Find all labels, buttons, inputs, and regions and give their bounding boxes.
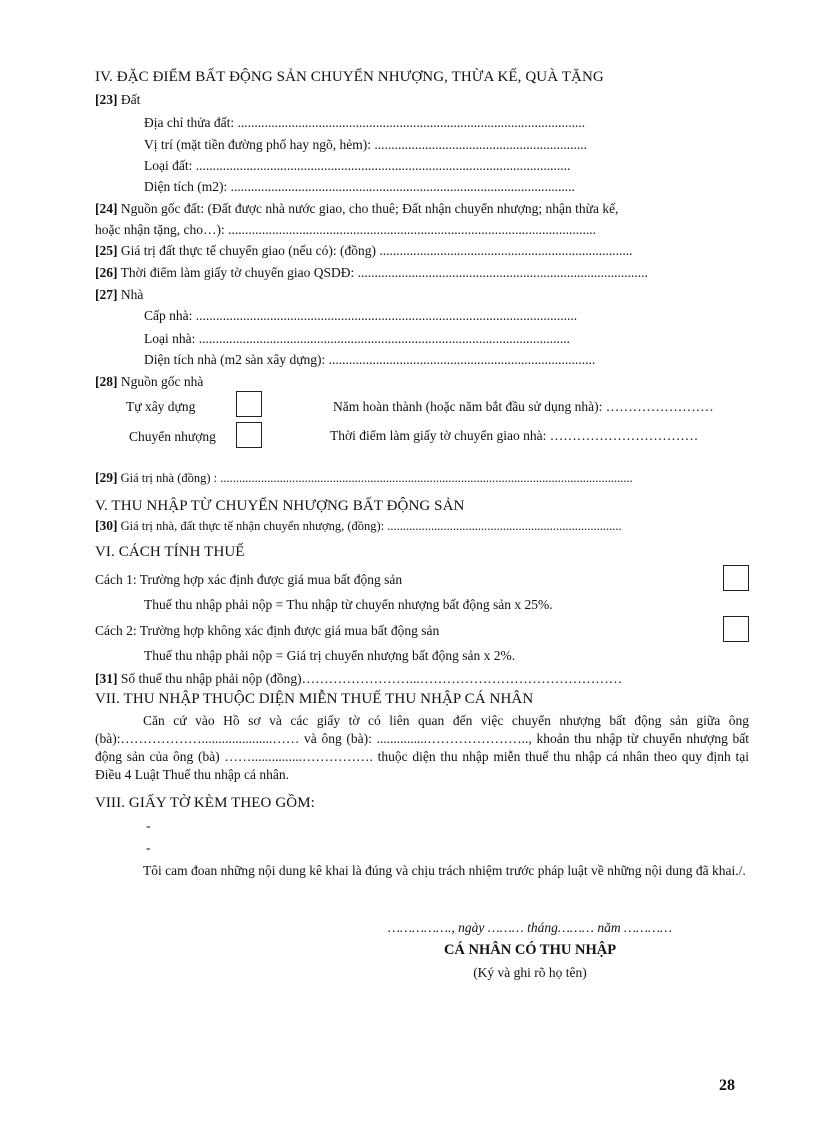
- method-2-formula: Thuế thu nhập phải nộp = Giá trị chuyển nhượng bất động sản x 2%.: [144, 648, 516, 663]
- field-number: [27]: [95, 287, 118, 302]
- section-v-title: V. THU NHẬP TỪ CHUYỂN NHƯỢNG BẤT ĐỘNG SẢN: [95, 498, 465, 514]
- house-type-field[interactable]: Loại nhà: ..............................................................................................................: [144, 331, 570, 346]
- field-25-land-value[interactable]: [95, 242, 632, 260]
- land-position-field[interactable]: Vị trí (mặt tiền đường phố hay ngõ, hẻm): ...............................................................: [144, 137, 588, 152]
- section-vii-title: VII. THU NHẬP THUỘC DIỆN MIỄN THUẾ THU NHẬP CÁ NHÂN: [95, 691, 534, 707]
- field-number: [26]: [95, 265, 118, 280]
- field-label: Thời điểm làm giấy tờ chuyển giao QSDĐ: ......................................................................................: [120, 265, 648, 280]
- field-30-transfer-value[interactable]: [95, 517, 622, 535]
- section-vi-title: VI. CÁCH TÍNH THUẾ: [95, 544, 245, 560]
- method-2-checkbox[interactable]: [723, 616, 749, 642]
- field-number: [28]: [95, 374, 118, 389]
- method-2-label: Cách 2: Trường hợp không xác định được giá mua bất động sản: [95, 623, 440, 638]
- land-area-field[interactable]: Diện tích (m2): ......................................................................................................: [144, 179, 575, 194]
- declaration-paragraph: [95, 862, 749, 880]
- signature-date-line[interactable]: ……………., ngày ……… tháng……… năm …………: [388, 920, 672, 935]
- transferred-label: Chuyển nhượng: [129, 429, 216, 444]
- self-built-label: Tự xây dựng: [126, 399, 196, 414]
- field-label: Số thuế thu nhập phải nộp (đồng)……………………...………………………………………: [120, 671, 623, 686]
- field-number: [24]: [95, 201, 118, 216]
- method-1-formula: Thuế thu nhập phải nộp = Thu nhập từ chuyển nhượng bất động sản x 25%.: [144, 597, 553, 612]
- section-iv-title: IV. ĐẶC ĐIỂM BẤT ĐỘNG SẢN CHUYỂN NHƯỢNG, THỪA KẾ, QUÀ TẶNG: [95, 69, 604, 85]
- field-number: [23]: [95, 92, 118, 107]
- method-1-label: Cách 1: Trường hợp xác định được giá mua bất động sản: [95, 572, 403, 587]
- page-number: 28: [719, 1077, 735, 1094]
- field-31-tax-payable[interactable]: [95, 670, 622, 688]
- signature-note: (Ký và ghi rõ họ tên): [473, 965, 587, 980]
- field-label: Nguồn gốc nhà: [120, 374, 204, 389]
- section-viii-title: VIII. GIẤY TỜ KÈM THEO GỒM:: [95, 795, 315, 811]
- house-area-field[interactable]: Diện tích nhà (m2 sàn xây dựng): ...............................................................................: [144, 352, 596, 367]
- signature-title: CÁ NHÂN CÓ THU NHẬP: [443, 942, 617, 958]
- field-label: Nguồn gốc đất: (Đất được nhà nước giao, cho thuê; Đất nhận chuyển nhượng; nhận thừa kế,: [120, 201, 619, 216]
- field-label: Giá trị nhà, đất thực tế nhận chuyển nhượng, (đồng): ...........................................................................: [120, 519, 622, 533]
- field-label: Đất: [120, 92, 141, 107]
- field-24-land-origin[interactable]: [95, 200, 618, 218]
- self-built-checkbox[interactable]: [236, 391, 262, 417]
- field-27-house: [95, 286, 143, 304]
- field-number: [29]: [95, 470, 118, 485]
- field-label: Nhà: [120, 287, 144, 302]
- field-number: [25]: [95, 243, 118, 258]
- exemption-text: Căn cứ vào Hồ sơ và các giấy tờ có liên quan đến việc chuyển nhượng bất động sản giữa ông (bà):……………….....................…… và ông (bà): ...............………………….., khoản thu nhập từ chuyển nhượng bất động sản của ông (bà) ……...............……………. thuộc diện thu nhập miễn thuế thu nhập cá nhân theo quy định tại Điều 4 Luật Thuế thu nhập cá nhân.: [95, 713, 749, 782]
- completion-year-field[interactable]: Năm hoàn thành (hoặc năm bắt đầu sử dụng nhà): ……………………: [333, 399, 714, 414]
- field-label: Giá trị đất thực tế chuyển giao (nếu có): (đồng) ...........................................................................: [120, 243, 633, 258]
- land-type-field[interactable]: Loại đất: ...............................................................................................................: [144, 158, 571, 173]
- field-23-land: [95, 91, 140, 109]
- attachment-item[interactable]: -: [146, 840, 151, 855]
- declaration-text: Tôi cam đoan những nội dung kê khai là đúng và chịu trách nhiệm trước pháp luật về những nội dung đã khai./.: [143, 863, 746, 878]
- exemption-paragraph: [95, 712, 749, 784]
- field-28-house-origin: [95, 373, 203, 391]
- house-grade-field[interactable]: Cấp nhà: .................................................................................................................: [144, 308, 578, 323]
- field-24-line2[interactable]: hoặc nhận tặng, cho…): .............................................................................................................: [95, 222, 596, 237]
- field-29-house-value[interactable]: [95, 469, 633, 487]
- land-address-field[interactable]: Địa chỉ thửa đất: .......................................................................................................: [144, 115, 586, 130]
- transferred-checkbox[interactable]: [236, 422, 262, 448]
- method-1-checkbox[interactable]: [723, 565, 749, 591]
- field-26-transfer-time[interactable]: [95, 264, 648, 282]
- transfer-time-field[interactable]: Thời điểm làm giấy tờ chuyển giao nhà: ……………………………: [330, 428, 699, 443]
- field-number: [30]: [95, 518, 118, 533]
- attachment-item[interactable]: -: [146, 818, 151, 833]
- field-label: Giá trị nhà (đồng) : ....................................................................................................................................: [120, 471, 633, 485]
- field-number: [31]: [95, 671, 118, 686]
